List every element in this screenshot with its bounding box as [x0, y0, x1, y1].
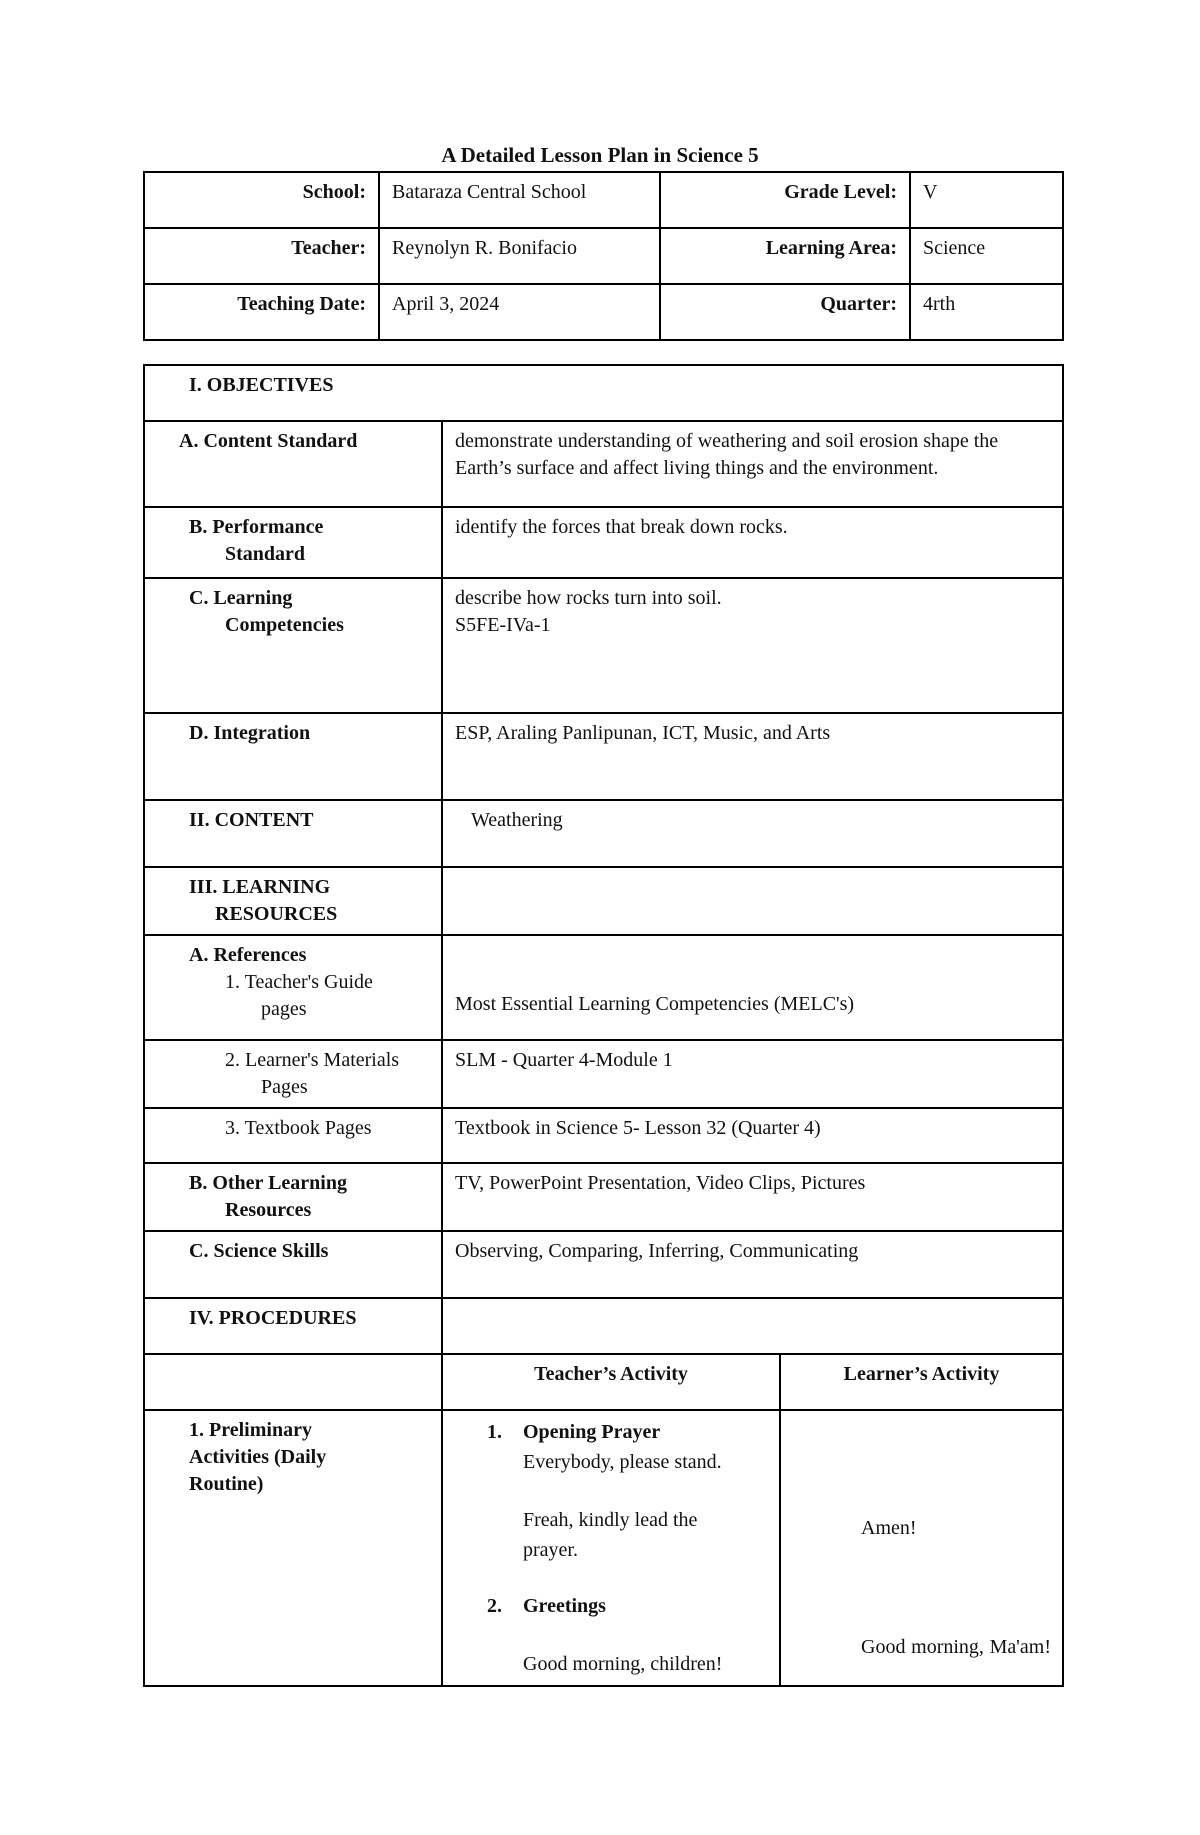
competency-label-2: Competencies: [225, 614, 344, 636]
preliminary-row: [144, 1410, 1063, 1686]
tg-label-1: 1. Teacher's Guide: [225, 971, 373, 993]
lm-label-1: 2. Learner's Materials: [225, 1049, 400, 1071]
content-standard-value: demonstrate understanding of weathering and soil erosion shape the Earth’s surface and affect living things and the environment.: [442, 421, 1063, 507]
teacher-label: Teacher:: [144, 228, 379, 284]
competency-label-1: C. Learning: [189, 587, 293, 609]
learning-resources-empty: [442, 867, 1063, 935]
performance-label-1: B. Performance: [189, 516, 324, 538]
content-heading: II. CONTENT: [144, 800, 442, 867]
learner-activity-cell: [780, 1410, 1063, 1686]
content-value: Weathering: [442, 800, 1063, 867]
procedures-row: [144, 1298, 1063, 1354]
procedures-heading: IV. PROCEDURES: [144, 1298, 442, 1354]
item1-line2: Freah, kindly lead the prayer.: [523, 1509, 698, 1561]
content-standard-row: [144, 421, 1063, 507]
item1-number: 1.: [487, 1421, 502, 1443]
competency-text: describe how rocks turn into soil.: [455, 587, 722, 609]
info-row: [144, 172, 1063, 228]
tb-label-text: 3. Textbook Pages: [225, 1117, 372, 1139]
page-title: A Detailed Lesson Plan in Science 5: [441, 143, 759, 167]
item1-title: Opening Prayer: [523, 1421, 661, 1443]
lesson-plan-table: [143, 364, 1064, 1687]
teacher-value: Reynolyn R. Bonifacio: [379, 228, 660, 284]
objectives-heading: I. OBJECTIVES: [144, 365, 1063, 421]
info-row: [144, 284, 1063, 340]
references-row: [144, 935, 1063, 1040]
tg-value: Most Essential Learning Competencies (MELC's): [442, 935, 1063, 1040]
content-standard-label: A. Content Standard: [144, 421, 442, 507]
tb-label: [144, 1108, 442, 1163]
other-resources-row: [144, 1163, 1063, 1231]
info-table: [143, 171, 1064, 341]
other-label-2: Resources: [225, 1199, 312, 1221]
integration-value: ESP, Araling Panlipunan, ICT, Music, and Arts: [442, 713, 1063, 800]
content-row: [144, 800, 1063, 867]
quarter-value: 4rth: [910, 284, 1063, 340]
item2-number: 2.: [487, 1595, 502, 1617]
objectives-row: [144, 365, 1063, 421]
procedures-empty: [442, 1298, 1063, 1354]
competencies-row: [144, 578, 1063, 713]
item1-line1: Everybody, please stand.: [523, 1451, 722, 1473]
preliminary-label: 1. Preliminary Activities (Daily Routine): [144, 1410, 442, 1686]
school-value: Bataraza Central School: [379, 172, 660, 228]
competency-code: S5FE-IVa-1: [455, 614, 551, 636]
activity-header-row: [144, 1354, 1063, 1410]
grade-value: V: [910, 172, 1063, 228]
opening-prayer-item: [487, 1417, 767, 1447]
item2-line1: Good morning, children!: [523, 1653, 723, 1675]
integration-label: D. Integration: [144, 713, 442, 800]
lm-label-2: Pages: [261, 1076, 308, 1098]
learners-materials-row: [144, 1040, 1063, 1108]
school-label: School:: [144, 172, 379, 228]
references-label: [144, 935, 442, 1040]
science-skills-value: Observing, Comparing, Inferring, Communicating: [442, 1231, 1063, 1298]
lm-label: [144, 1040, 442, 1108]
other-resources-value: TV, PowerPoint Presentation, Video Clips, Pictures: [442, 1163, 1063, 1231]
learner-activity-header: Learner’s Activity: [780, 1354, 1063, 1410]
greetings-item: [487, 1591, 767, 1621]
integration-row: [144, 713, 1063, 800]
info-row: [144, 228, 1063, 284]
grade-label: Grade Level:: [660, 172, 910, 228]
area-label: Learning Area:: [660, 228, 910, 284]
learning-resources-row: [144, 867, 1063, 935]
performance-label-2: Standard: [225, 543, 306, 565]
resources-heading-1: III. LEARNING: [189, 876, 331, 898]
performance-standard-label: [144, 507, 442, 578]
competencies-value: [442, 578, 1063, 713]
other-resources-label: [144, 1163, 442, 1231]
science-skills-label: C. Science Skills: [144, 1231, 442, 1298]
learning-resources-heading: [144, 867, 442, 935]
date-label: Teaching Date:: [144, 284, 379, 340]
lm-value: SLM - Quarter 4-Module 1: [442, 1040, 1063, 1108]
area-value: Science: [910, 228, 1063, 284]
learner-response-2: Good morning, Ma'am!: [861, 1636, 1051, 1658]
competencies-label: [144, 578, 442, 713]
teacher-activity-header: Teacher’s Activity: [442, 1354, 780, 1410]
science-skills-row: [144, 1231, 1063, 1298]
learner-response-1: Amen!: [861, 1517, 917, 1539]
date-value: April 3, 2024: [379, 284, 660, 340]
other-label-1: B. Other Learning: [189, 1172, 347, 1194]
tg-label-2: pages: [261, 998, 307, 1020]
performance-standard-row: [144, 507, 1063, 578]
references-heading: A. References: [189, 944, 307, 966]
item2-title: Greetings: [523, 1595, 606, 1617]
textbook-row: [144, 1108, 1063, 1163]
activity-header-empty: [144, 1354, 442, 1410]
teacher-activity-cell: [442, 1410, 780, 1686]
tb-value: Textbook in Science 5- Lesson 32 (Quarter 4): [442, 1108, 1063, 1163]
quarter-label: Quarter:: [660, 284, 910, 340]
performance-standard-value: identify the forces that break down rocks.: [442, 507, 1063, 578]
resources-heading-2: RESOURCES: [215, 903, 338, 925]
